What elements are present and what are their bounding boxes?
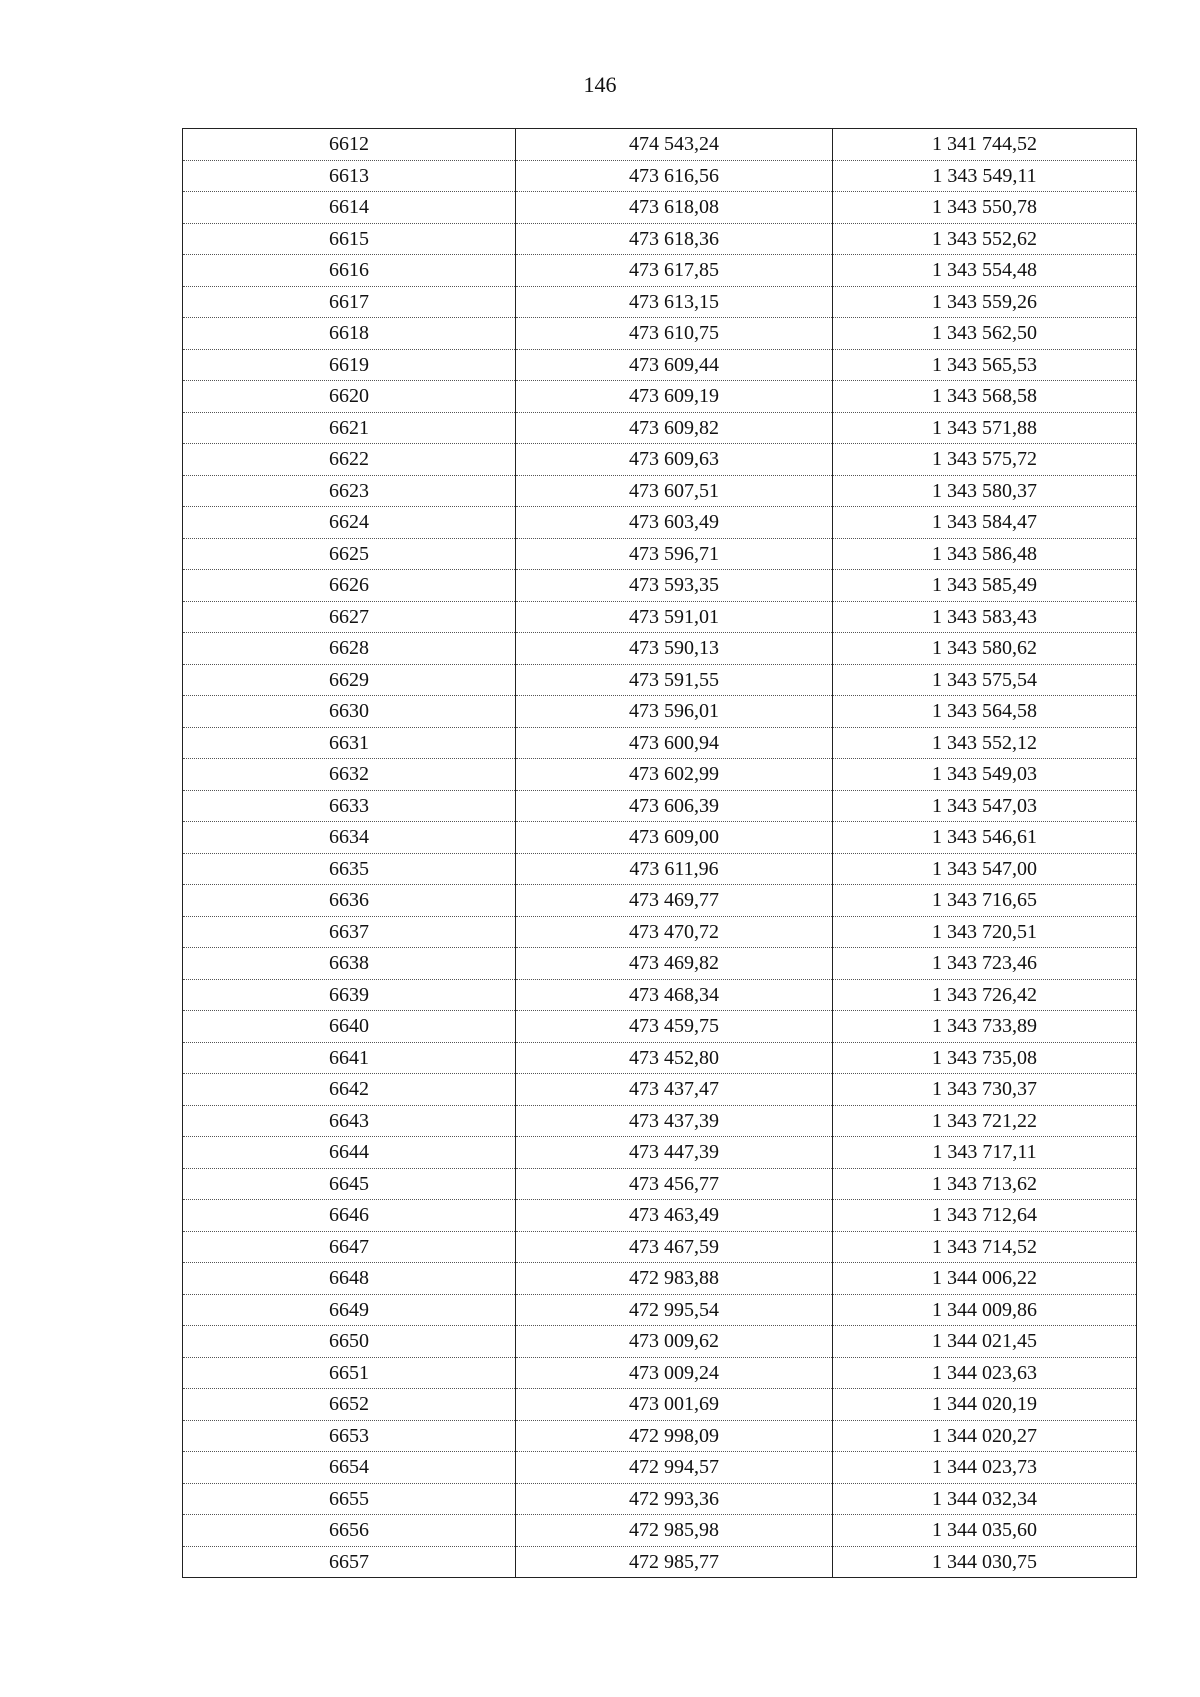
table-row <box>183 444 1137 476</box>
table-row <box>183 727 1137 759</box>
point-number-cell: 6612 <box>183 129 516 161</box>
point-number-cell: 6636 <box>183 885 516 917</box>
x-coordinate-cell: 473 603,49 <box>516 507 833 539</box>
table-row <box>183 538 1137 570</box>
x-coordinate-cell: 472 985,98 <box>516 1515 833 1547</box>
point-number-cell: 6652 <box>183 1389 516 1421</box>
table-row <box>183 349 1137 381</box>
point-number-cell: 6614 <box>183 192 516 224</box>
table-row <box>183 1263 1137 1295</box>
x-coordinate-cell: 473 596,71 <box>516 538 833 570</box>
table-row <box>183 664 1137 696</box>
point-number-cell: 6656 <box>183 1515 516 1547</box>
y-coordinate-cell: 1 343 580,37 <box>833 475 1137 507</box>
y-coordinate-cell: 1 343 564,58 <box>833 696 1137 728</box>
table-row <box>183 255 1137 287</box>
x-coordinate-cell: 473 609,19 <box>516 381 833 413</box>
table-row <box>183 1452 1137 1484</box>
point-number-cell: 6631 <box>183 727 516 759</box>
table-row <box>183 696 1137 728</box>
point-number-cell: 6642 <box>183 1074 516 1106</box>
y-coordinate-cell: 1 343 726,42 <box>833 979 1137 1011</box>
table-row <box>183 1546 1137 1578</box>
y-coordinate-cell: 1 343 546,61 <box>833 822 1137 854</box>
y-coordinate-cell: 1 343 713,62 <box>833 1168 1137 1200</box>
point-number-cell: 6620 <box>183 381 516 413</box>
y-coordinate-cell: 1 343 586,48 <box>833 538 1137 570</box>
point-number-cell: 6616 <box>183 255 516 287</box>
y-coordinate-cell: 1 344 023,63 <box>833 1357 1137 1389</box>
x-coordinate-cell: 473 467,59 <box>516 1231 833 1263</box>
table-row <box>183 192 1137 224</box>
point-number-cell: 6617 <box>183 286 516 318</box>
y-coordinate-cell: 1 344 023,73 <box>833 1452 1137 1484</box>
x-coordinate-cell: 473 590,13 <box>516 633 833 665</box>
table-row <box>183 979 1137 1011</box>
table-row <box>183 1042 1137 1074</box>
x-coordinate-cell: 473 617,85 <box>516 255 833 287</box>
x-coordinate-cell: 473 459,75 <box>516 1011 833 1043</box>
y-coordinate-cell: 1 343 583,43 <box>833 601 1137 633</box>
x-coordinate-cell: 473 610,75 <box>516 318 833 350</box>
y-coordinate-cell: 1 344 009,86 <box>833 1294 1137 1326</box>
x-coordinate-cell: 473 611,96 <box>516 853 833 885</box>
y-coordinate-cell: 1 343 730,37 <box>833 1074 1137 1106</box>
y-coordinate-cell: 1 343 717,11 <box>833 1137 1137 1169</box>
x-coordinate-cell: 473 618,36 <box>516 223 833 255</box>
x-coordinate-cell: 473 463,49 <box>516 1200 833 1232</box>
table-row <box>183 570 1137 602</box>
table-row <box>183 160 1137 192</box>
x-coordinate-cell: 472 998,09 <box>516 1420 833 1452</box>
y-coordinate-cell: 1 343 550,78 <box>833 192 1137 224</box>
y-coordinate-cell: 1 343 721,22 <box>833 1105 1137 1137</box>
table-row <box>183 1200 1137 1232</box>
table-row <box>183 1357 1137 1389</box>
table-row <box>183 916 1137 948</box>
y-coordinate-cell: 1 343 547,03 <box>833 790 1137 822</box>
y-coordinate-cell: 1 343 723,46 <box>833 948 1137 980</box>
table-row <box>183 1483 1137 1515</box>
y-coordinate-cell: 1 343 716,65 <box>833 885 1137 917</box>
y-coordinate-cell: 1 343 720,51 <box>833 916 1137 948</box>
y-coordinate-cell: 1 343 549,03 <box>833 759 1137 791</box>
x-coordinate-cell: 473 593,35 <box>516 570 833 602</box>
x-coordinate-cell: 473 468,34 <box>516 979 833 1011</box>
x-coordinate-cell: 473 609,00 <box>516 822 833 854</box>
table-row <box>183 1231 1137 1263</box>
point-number-cell: 6650 <box>183 1326 516 1358</box>
table-row <box>183 318 1137 350</box>
y-coordinate-cell: 1 344 020,27 <box>833 1420 1137 1452</box>
table-row <box>183 1105 1137 1137</box>
y-coordinate-cell: 1 343 565,53 <box>833 349 1137 381</box>
point-number-cell: 6653 <box>183 1420 516 1452</box>
table-row <box>183 853 1137 885</box>
point-number-cell: 6623 <box>183 475 516 507</box>
x-coordinate-cell: 473 437,39 <box>516 1105 833 1137</box>
table-row <box>183 286 1137 318</box>
table-row <box>183 601 1137 633</box>
x-coordinate-cell: 473 456,77 <box>516 1168 833 1200</box>
table-row <box>183 1420 1137 1452</box>
page-number: 146 <box>583 72 617 97</box>
table-row <box>183 475 1137 507</box>
table-row <box>183 633 1137 665</box>
x-coordinate-cell: 473 447,39 <box>516 1137 833 1169</box>
x-coordinate-cell: 473 609,44 <box>516 349 833 381</box>
point-number-cell: 6644 <box>183 1137 516 1169</box>
x-coordinate-cell: 472 993,36 <box>516 1483 833 1515</box>
point-number-cell: 6637 <box>183 916 516 948</box>
table-row <box>183 412 1137 444</box>
x-coordinate-cell: 473 609,82 <box>516 412 833 444</box>
x-coordinate-cell: 473 609,63 <box>516 444 833 476</box>
point-number-cell: 6638 <box>183 948 516 980</box>
table-row <box>183 1515 1137 1547</box>
point-number-cell: 6655 <box>183 1483 516 1515</box>
point-number-cell: 6633 <box>183 790 516 822</box>
y-coordinate-cell: 1 343 584,47 <box>833 507 1137 539</box>
x-coordinate-cell: 473 591,55 <box>516 664 833 696</box>
y-coordinate-cell: 1 341 744,52 <box>833 129 1137 161</box>
x-coordinate-cell: 473 606,39 <box>516 790 833 822</box>
table-row <box>183 507 1137 539</box>
point-number-cell: 6651 <box>183 1357 516 1389</box>
x-coordinate-cell: 472 985,77 <box>516 1546 833 1578</box>
table-row <box>183 223 1137 255</box>
point-number-cell: 6627 <box>183 601 516 633</box>
x-coordinate-cell: 472 994,57 <box>516 1452 833 1484</box>
point-number-cell: 6629 <box>183 664 516 696</box>
table-row <box>183 129 1137 161</box>
x-coordinate-cell: 472 995,54 <box>516 1294 833 1326</box>
point-number-cell: 6630 <box>183 696 516 728</box>
x-coordinate-cell: 473 600,94 <box>516 727 833 759</box>
point-number-cell: 6615 <box>183 223 516 255</box>
y-coordinate-cell: 1 343 735,08 <box>833 1042 1137 1074</box>
x-coordinate-cell: 474 543,24 <box>516 129 833 161</box>
y-coordinate-cell: 1 343 585,49 <box>833 570 1137 602</box>
x-coordinate-cell: 473 607,51 <box>516 475 833 507</box>
table-row <box>183 381 1137 413</box>
point-number-cell: 6647 <box>183 1231 516 1263</box>
coordinates-table-body <box>183 129 1137 1578</box>
y-coordinate-cell: 1 344 021,45 <box>833 1326 1137 1358</box>
y-coordinate-cell: 1 343 562,50 <box>833 318 1137 350</box>
point-number-cell: 6624 <box>183 507 516 539</box>
point-number-cell: 6621 <box>183 412 516 444</box>
point-number-cell: 6657 <box>183 1546 516 1578</box>
point-number-cell: 6622 <box>183 444 516 476</box>
x-coordinate-cell: 473 596,01 <box>516 696 833 728</box>
point-number-cell: 6618 <box>183 318 516 350</box>
point-number-cell: 6654 <box>183 1452 516 1484</box>
x-coordinate-cell: 473 452,80 <box>516 1042 833 1074</box>
table-row <box>183 759 1137 791</box>
x-coordinate-cell: 472 983,88 <box>516 1263 833 1295</box>
table-row <box>183 1011 1137 1043</box>
y-coordinate-cell: 1 343 559,26 <box>833 286 1137 318</box>
x-coordinate-cell: 473 618,08 <box>516 192 833 224</box>
table-row <box>183 948 1137 980</box>
coordinates-table <box>182 128 1137 1578</box>
y-coordinate-cell: 1 344 030,75 <box>833 1546 1137 1578</box>
table-row <box>183 790 1137 822</box>
point-number-cell: 6648 <box>183 1263 516 1295</box>
y-coordinate-cell: 1 343 733,89 <box>833 1011 1137 1043</box>
y-coordinate-cell: 1 343 571,88 <box>833 412 1137 444</box>
y-coordinate-cell: 1 343 714,52 <box>833 1231 1137 1263</box>
table-row <box>183 1326 1137 1358</box>
x-coordinate-cell: 473 470,72 <box>516 916 833 948</box>
point-number-cell: 6632 <box>183 759 516 791</box>
y-coordinate-cell: 1 344 006,22 <box>833 1263 1137 1295</box>
y-coordinate-cell: 1 343 552,12 <box>833 727 1137 759</box>
table-row <box>183 885 1137 917</box>
x-coordinate-cell: 473 437,47 <box>516 1074 833 1106</box>
y-coordinate-cell: 1 343 568,58 <box>833 381 1137 413</box>
point-number-cell: 6645 <box>183 1168 516 1200</box>
y-coordinate-cell: 1 343 549,11 <box>833 160 1137 192</box>
y-coordinate-cell: 1 344 020,19 <box>833 1389 1137 1421</box>
table-row <box>183 1389 1137 1421</box>
point-number-cell: 6619 <box>183 349 516 381</box>
y-coordinate-cell: 1 344 032,34 <box>833 1483 1137 1515</box>
y-coordinate-cell: 1 344 035,60 <box>833 1515 1137 1547</box>
y-coordinate-cell: 1 343 554,48 <box>833 255 1137 287</box>
table-row <box>183 822 1137 854</box>
x-coordinate-cell: 473 591,01 <box>516 601 833 633</box>
x-coordinate-cell: 473 009,24 <box>516 1357 833 1389</box>
table-row <box>183 1074 1137 1106</box>
x-coordinate-cell: 473 469,77 <box>516 885 833 917</box>
y-coordinate-cell: 1 343 712,64 <box>833 1200 1137 1232</box>
point-number-cell: 6640 <box>183 1011 516 1043</box>
point-number-cell: 6641 <box>183 1042 516 1074</box>
point-number-cell: 6646 <box>183 1200 516 1232</box>
x-coordinate-cell: 473 602,99 <box>516 759 833 791</box>
point-number-cell: 6628 <box>183 633 516 665</box>
point-number-cell: 6626 <box>183 570 516 602</box>
table-row <box>183 1137 1137 1169</box>
x-coordinate-cell: 473 616,56 <box>516 160 833 192</box>
point-number-cell: 6625 <box>183 538 516 570</box>
table-row <box>183 1168 1137 1200</box>
point-number-cell: 6635 <box>183 853 516 885</box>
y-coordinate-cell: 1 343 580,62 <box>833 633 1137 665</box>
x-coordinate-cell: 473 009,62 <box>516 1326 833 1358</box>
point-number-cell: 6613 <box>183 160 516 192</box>
y-coordinate-cell: 1 343 575,54 <box>833 664 1137 696</box>
y-coordinate-cell: 1 343 552,62 <box>833 223 1137 255</box>
x-coordinate-cell: 473 613,15 <box>516 286 833 318</box>
table-row <box>183 1294 1137 1326</box>
point-number-cell: 6634 <box>183 822 516 854</box>
x-coordinate-cell: 473 001,69 <box>516 1389 833 1421</box>
point-number-cell: 6643 <box>183 1105 516 1137</box>
y-coordinate-cell: 1 343 547,00 <box>833 853 1137 885</box>
point-number-cell: 6649 <box>183 1294 516 1326</box>
x-coordinate-cell: 473 469,82 <box>516 948 833 980</box>
point-number-cell: 6639 <box>183 979 516 1011</box>
y-coordinate-cell: 1 343 575,72 <box>833 444 1137 476</box>
